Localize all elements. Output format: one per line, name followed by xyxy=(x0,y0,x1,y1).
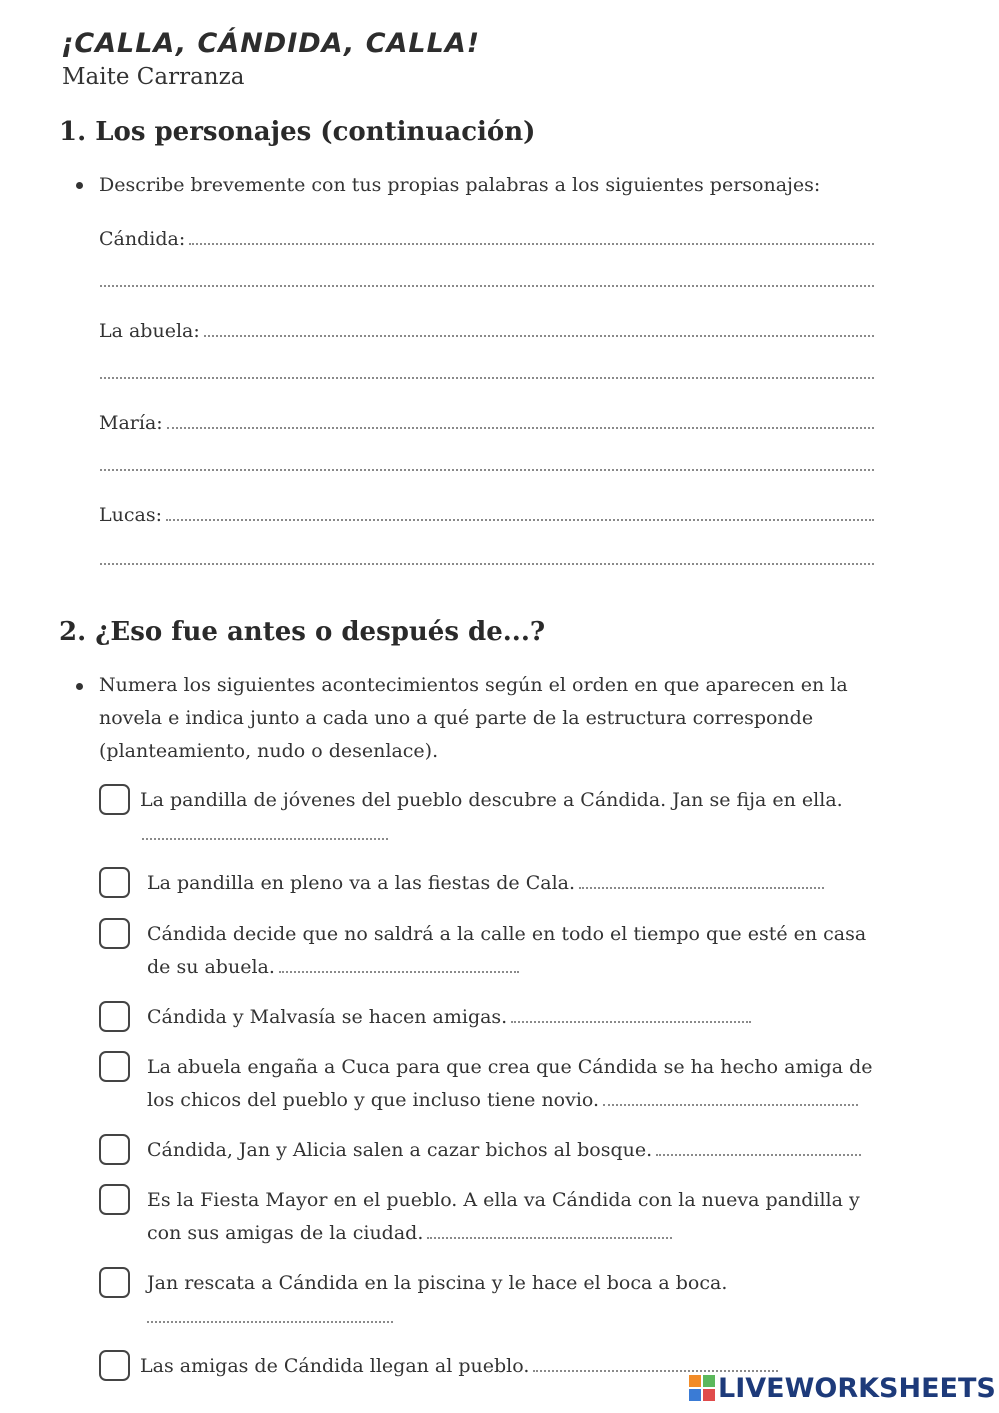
character-answer-lucas[interactable] xyxy=(99,496,874,526)
event-text: Cándida y Malvasía se hacen amigas. xyxy=(147,1006,508,1028)
character-label: Cándida: xyxy=(99,228,186,250)
answer-line[interactable] xyxy=(142,838,388,840)
event-text: La pandilla en pleno va a las fiestas de Cala. xyxy=(147,872,576,894)
event-text: Cándida decide que no saldrá a la calle en todo el tiempo que esté en casa de su abuela. xyxy=(147,923,867,978)
answer-line[interactable] xyxy=(603,1104,858,1106)
character-label: Lucas: xyxy=(99,504,162,526)
answer-line[interactable] xyxy=(100,563,874,565)
answer-line[interactable] xyxy=(147,1321,393,1323)
order-checkbox-3[interactable] xyxy=(99,918,130,949)
order-checkbox-8[interactable] xyxy=(99,1267,130,1298)
answer-line[interactable] xyxy=(279,971,519,973)
liveworksheets-icon xyxy=(689,1375,715,1401)
answer-line[interactable] xyxy=(656,1154,861,1156)
order-checkbox-4[interactable] xyxy=(99,1001,130,1032)
order-checkbox-1[interactable] xyxy=(99,784,130,815)
answer-line[interactable] xyxy=(100,469,874,471)
liveworksheets-logo xyxy=(689,1370,996,1406)
event-text: La abuela engaña a Cuca para que crea que Cándida se ha hecho amiga de los chicos del pueblo y que incluso tiene novio. xyxy=(147,1056,873,1111)
order-checkbox-2[interactable] xyxy=(99,867,130,898)
bullet-icon xyxy=(76,683,83,690)
character-answer-abuela[interactable] xyxy=(99,312,874,342)
order-checkbox-6[interactable] xyxy=(99,1134,130,1165)
order-checkbox-9[interactable] xyxy=(99,1350,130,1381)
answer-line[interactable] xyxy=(579,887,824,889)
event-2 xyxy=(147,867,877,900)
event-6 xyxy=(147,1134,877,1167)
character-answer-maria[interactable] xyxy=(99,404,874,434)
section1-title: 1. Los personajes (continuación) xyxy=(59,117,536,147)
answer-line[interactable] xyxy=(166,519,874,521)
event-7 xyxy=(147,1184,877,1250)
order-checkbox-5[interactable] xyxy=(99,1051,130,1082)
event-text: Cándida, Jan y Alicia salen a cazar bichos al bosque. xyxy=(147,1139,653,1161)
book-title: ¡CALLA, CÁNDIDA, CALLA! xyxy=(61,28,481,59)
character-answer-candida[interactable] xyxy=(99,220,874,250)
event-text: Las amigas de Cándida llegan al pueblo. xyxy=(140,1355,530,1377)
answer-line[interactable] xyxy=(204,335,874,337)
answer-line[interactable] xyxy=(511,1021,751,1023)
event-5 xyxy=(147,1051,877,1117)
bullet-icon xyxy=(76,182,83,189)
brand-text: LIVEWORKSHEETS xyxy=(718,1372,996,1404)
order-checkbox-7[interactable] xyxy=(99,1184,130,1215)
character-label: La abuela: xyxy=(99,320,200,342)
event-text: Es la Fiesta Mayor en el pueblo. A ella va Cándida con la nueva pandilla y con sus amigas de la ciudad. xyxy=(147,1189,860,1244)
section2-title: 2. ¿Eso fue antes o después de...? xyxy=(59,617,546,647)
event-text: Jan rescata a Cándida en la piscina y le hace el boca a boca. xyxy=(147,1272,728,1294)
answer-line[interactable] xyxy=(167,427,874,429)
answer-line[interactable] xyxy=(427,1237,672,1239)
answer-line[interactable] xyxy=(189,243,874,245)
book-author: Maite Carranza xyxy=(62,64,245,90)
answer-line[interactable] xyxy=(100,377,874,379)
answer-line[interactable] xyxy=(100,285,874,287)
event-8 xyxy=(147,1267,877,1300)
event-4 xyxy=(147,1001,877,1034)
event-text: La pandilla de jóvenes del pueblo descubre a Cándida. Jan se fija en ella. xyxy=(140,789,843,811)
section2-instruction: Numera los siguientes acontecimientos según el orden en que aparecen en la novela e indica junto a cada uno a qué parte de la estructura corresponde (planteamiento, nudo o desenlace). xyxy=(99,674,848,762)
event-3 xyxy=(147,918,877,984)
section1-instruction: Describe brevemente con tus propias palabras a los siguientes personajes: xyxy=(99,174,821,196)
character-label: María: xyxy=(99,412,163,434)
event-1 xyxy=(140,784,870,817)
